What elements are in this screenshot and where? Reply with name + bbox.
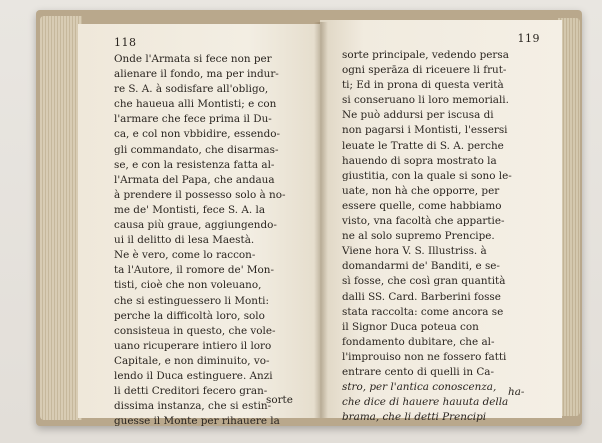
text-line: essere quelle, come habbiamo [342, 199, 502, 212]
text-line: leuate le Tratte di S. A. perche [342, 139, 504, 152]
text-line: Capitale, e non diminuito, vo- [114, 354, 270, 367]
text-line: perche la difficoltà loro, solo [114, 309, 265, 322]
text-line: Onde l'Armata si fece non per [114, 53, 272, 65]
left-page-text [114, 52, 314, 429]
right-page [320, 20, 562, 424]
text-line: hauendo di sopra mostrato la [342, 154, 497, 167]
text-line: visto, vna facoltà che appartie- [342, 215, 505, 228]
text-line: gli commandato, che disarmas- [114, 143, 279, 156]
text-line: che si estinguessero li Monti: [114, 294, 269, 307]
text-line: alienare il fondo, ma per indur- [114, 68, 279, 81]
text-line: guesse il Monte per rihauere la [114, 415, 280, 428]
right-page-number: 119 [517, 32, 540, 45]
text-line: che haueua alli Montisti; e con [114, 98, 277, 111]
text-line: sorte principale, vedendo persa [342, 49, 509, 61]
text-line: uano ricuperare intiero il loro [114, 339, 272, 352]
text-line: causa più graue, aggiungendo- [114, 219, 277, 232]
text-line: Ne è vero, come lo raccon- [114, 249, 256, 262]
text-line: giustitia, con la quale si sono le- [342, 169, 512, 182]
text-line: re S. A. à sodisfare all'obligo, [114, 83, 269, 96]
text-line: entrare cento di quelli in Ca- [342, 365, 495, 378]
text-line: sì fosse, che così gran quantità [342, 275, 506, 288]
text-line: tisti, cioè che non voleuano, [114, 279, 262, 292]
text-line: l'Armata del Papa, che andaua [114, 173, 275, 186]
text-line: lendo il Duca estinguere. Anzi [114, 369, 273, 382]
text-line: il Signor Duca poteua con [342, 320, 479, 333]
text-line: se, e con la resistenza fatta al- [114, 158, 275, 171]
text-line: ti; Ed in prona di questa verità [342, 79, 504, 92]
text-line: à prendere il possesso solo à no- [114, 188, 286, 201]
text-line: non pagarsi i Montisti, l'essersi [342, 124, 508, 137]
text-line: Ne può addursi per iscusa di [342, 109, 494, 122]
right-catchword: ha- [508, 386, 525, 398]
left-page-edges [40, 16, 82, 420]
left-page [78, 24, 322, 428]
text-line: si conseruano li loro memoriali. [342, 94, 509, 107]
text-line: ne al solo supremo Prencipe. [342, 230, 495, 243]
text-line: uate, non hà che opporre, per [342, 184, 500, 197]
text-line: fondamento dubitare, che al- [342, 335, 495, 348]
text-line: stro, per l'antica conoscenza, [342, 381, 497, 394]
text-line: ca, e col non vbbidire, essendo- [114, 128, 280, 141]
text-line: dissima instanza, che si estin- [114, 400, 272, 413]
left-catchword: sorte [266, 394, 293, 406]
text-line: li detti Creditori fecero gran- [114, 385, 268, 398]
text-line: l'improuiso non ne fossero fatti [342, 350, 507, 363]
text-line: Viene hora V. S. Illustriss. à [342, 245, 487, 258]
text-line: ogni sperāza di riceuere li frut- [342, 64, 507, 77]
text-line: dalli SS. Card. Barberini fosse [342, 290, 501, 303]
book-gutter [314, 22, 328, 418]
text-line: ui il delitto di lesa Maestà. [114, 234, 255, 247]
right-page-text [342, 48, 552, 425]
text-line: ta l'Autore, il romore de' Mon- [114, 264, 274, 277]
text-line: brama, che li detti Prencipi [342, 411, 487, 424]
text-line: domandarmi de' Banditi, e se- [342, 260, 500, 273]
text-line: l'armare che fece prima il Du- [114, 113, 272, 126]
text-line: stata raccolta: come ancora se [342, 305, 504, 318]
text-line: che dice di hauere hauuta della [342, 396, 509, 409]
left-page-number: 118 [114, 36, 137, 49]
text-line: consisteua in questo, che vole- [114, 324, 276, 337]
text-line: me de' Montisti, fece S. A. la [114, 203, 266, 216]
